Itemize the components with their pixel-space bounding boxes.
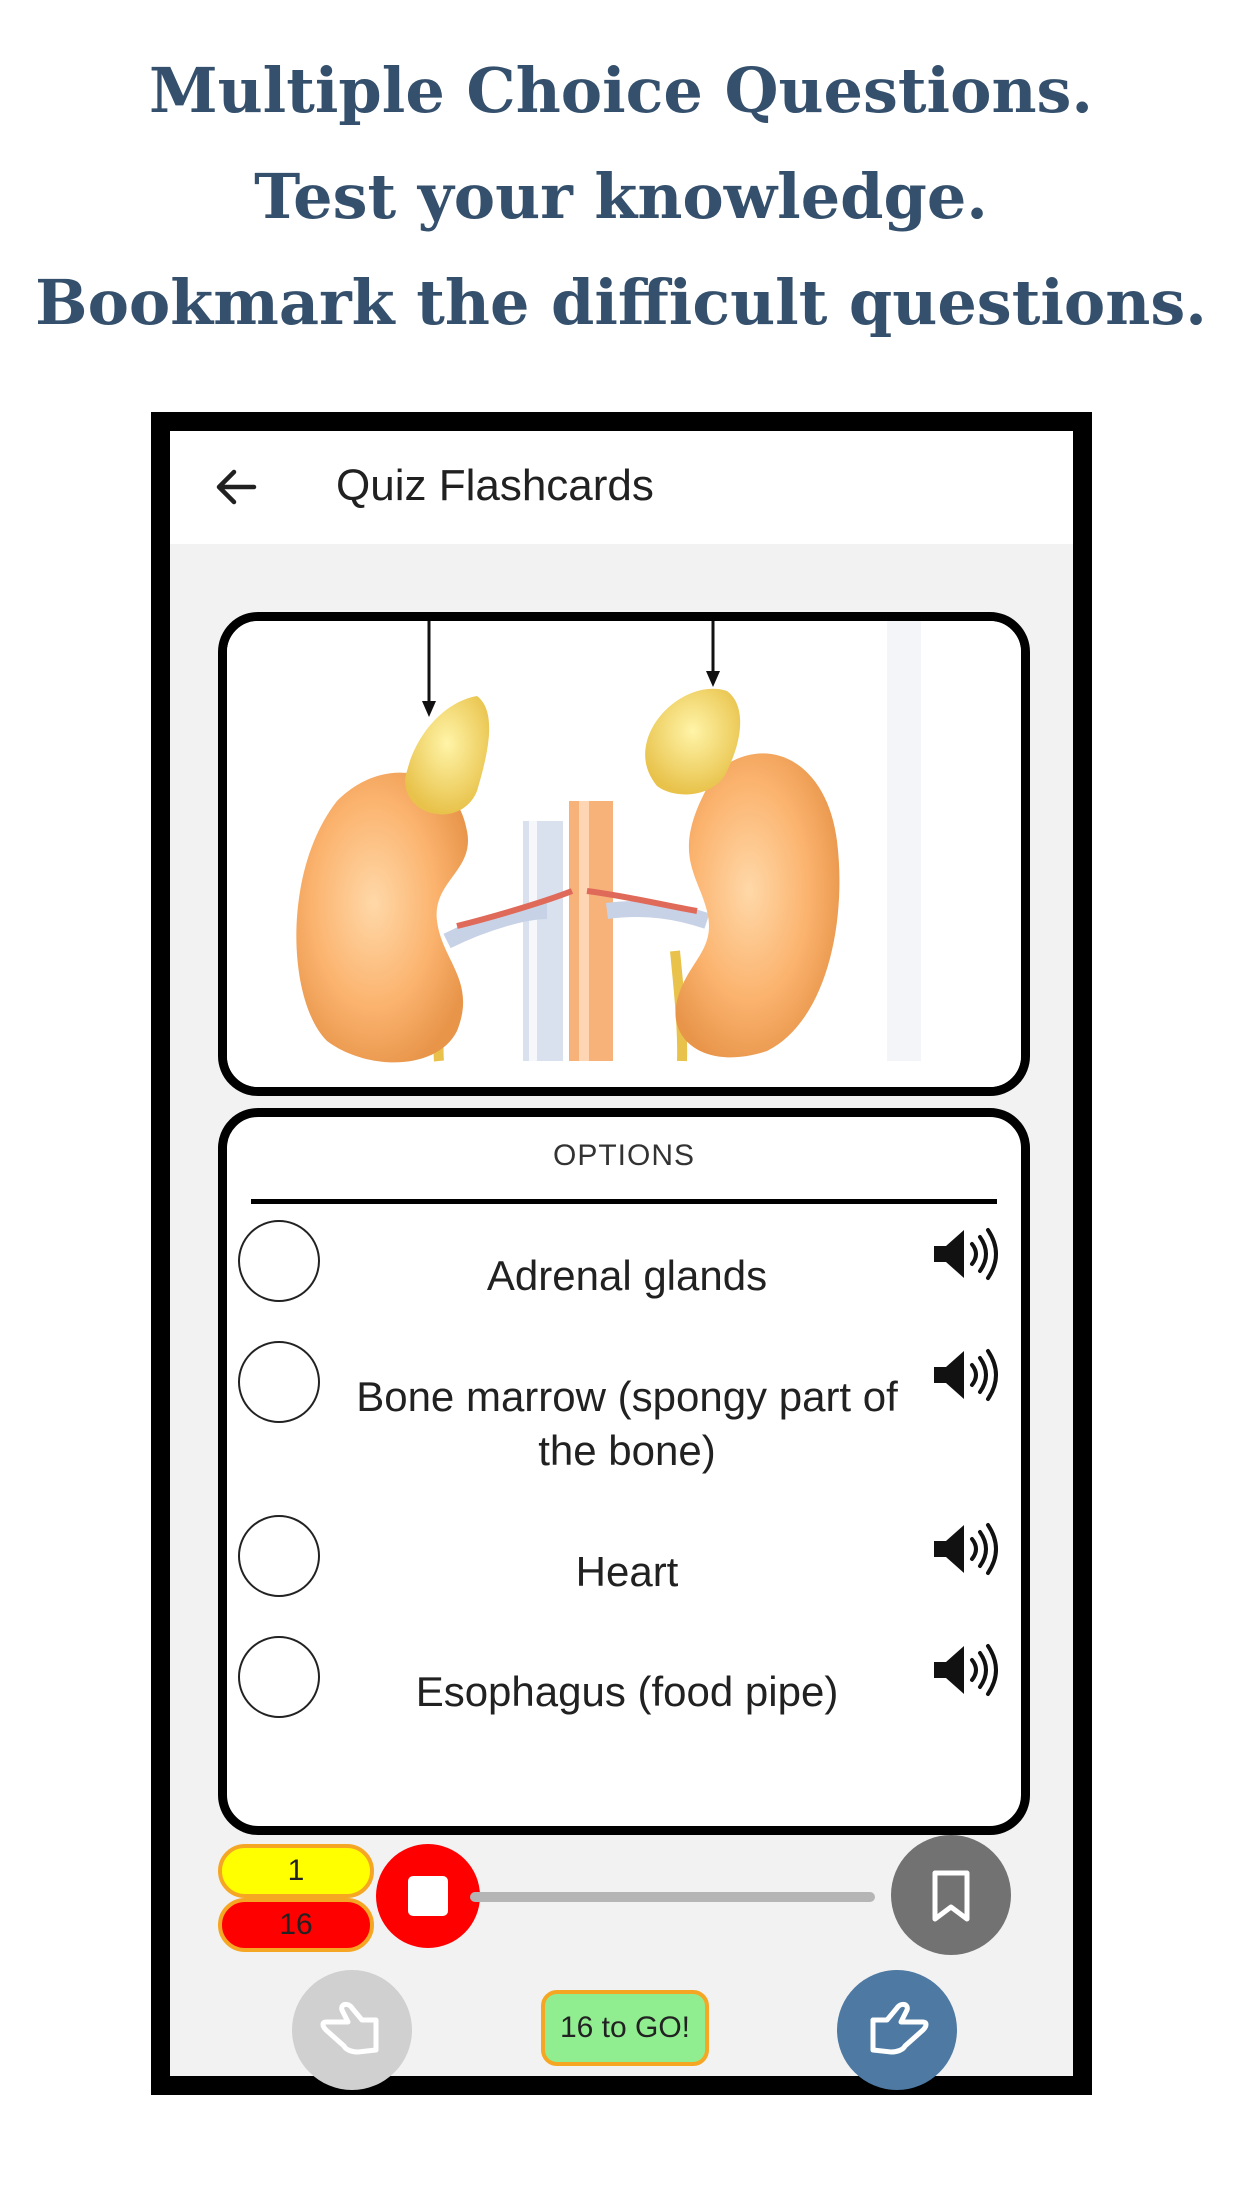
option-radio[interactable] <box>238 1220 320 1302</box>
correct-count-badge: 1 <box>218 1844 374 1898</box>
speaker-icon[interactable] <box>930 1519 1002 1579</box>
thumb-point-right-icon <box>837 1970 957 2090</box>
kidneys-illustration <box>227 621 1021 1087</box>
option-label: Bone marrow (spongy part of the bone) <box>356 1373 898 1474</box>
option-radio[interactable] <box>238 1341 320 1423</box>
option-label: Esophagus (food pipe) <box>415 1668 839 1715</box>
bookmark-icon <box>891 1835 1011 1955</box>
previous-button[interactable] <box>292 1970 412 2090</box>
promo-line-2: Test your knowledge. <box>254 160 988 233</box>
promo-line-3: Bookmark the difficult questions. <box>35 266 1207 339</box>
stop-icon <box>408 1876 448 1916</box>
page-title: Quiz Flashcards <box>336 461 654 510</box>
option-label: Heart <box>575 1548 679 1595</box>
speaker-icon[interactable] <box>930 1345 1002 1405</box>
thumb-point-left-icon <box>292 1970 412 2090</box>
progress-track <box>470 1892 875 1902</box>
options-card <box>218 1108 1030 1835</box>
speaker-icon[interactable] <box>930 1640 1002 1700</box>
option-label: Adrenal glands <box>486 1252 768 1299</box>
option-radio[interactable] <box>238 1515 320 1597</box>
speaker-icon[interactable] <box>930 1224 1002 1284</box>
wrong-count-badge: 16 <box>218 1898 374 1952</box>
remaining-badge: 16 to GO! <box>541 1990 709 2066</box>
options-header: OPTIONS <box>552 1139 695 1172</box>
stop-button[interactable] <box>376 1844 480 1948</box>
bookmark-button[interactable] <box>891 1835 1011 1955</box>
arrow-left-icon[interactable] <box>206 457 266 517</box>
promo-text <box>0 38 1242 356</box>
promo-line-1: Multiple Choice Questions. <box>148 54 1094 127</box>
next-button[interactable] <box>837 1970 957 2090</box>
options-divider <box>251 1199 997 1204</box>
phone-frame <box>151 412 1092 2095</box>
app-bar <box>170 431 1073 544</box>
question-image-card <box>218 612 1030 1096</box>
option-radio[interactable] <box>238 1636 320 1718</box>
